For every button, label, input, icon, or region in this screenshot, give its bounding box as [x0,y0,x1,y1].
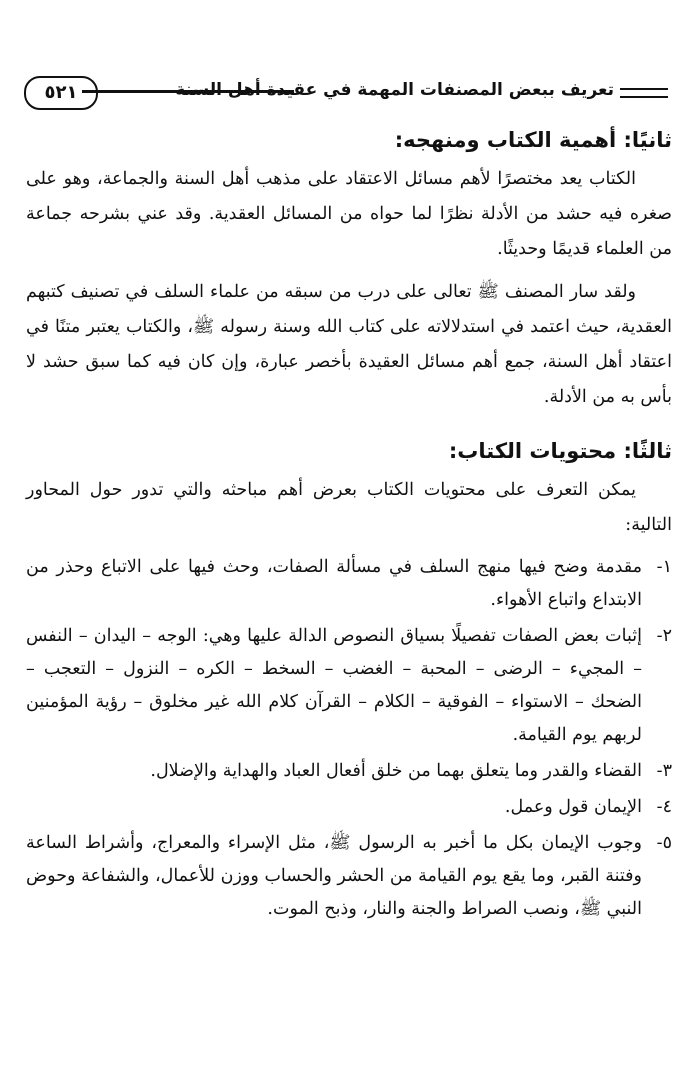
list-item-number: ٤- [656,797,672,817]
list-item [26,620,672,752]
list-item [26,827,672,926]
running-header-title: تعريف ببعض المصنفات المهمة في عقيدة أهل السنة [175,80,614,100]
list-item-number: ٣- [656,761,672,781]
paragraph-author-method: ولقد سار المصنف ﷺ تعالى على درب من سبقه من علماء السلف في تصنيف كتبهم العقدية، حيث اعتمد في استدلالاته على كتاب الله وسنة رسوله ﷺ، والكتاب يعتبر متنًا في اعتقاد أهل السنة، جمع أهم مسائل العقيدة بأخصر عبارة، وإن كان فيه كما سبق حشد لا بأس به من الأدلة. [26,282,672,407]
paragraph-contents-intro: يمكن التعرف على محتويات الكتاب بعرض أهم مباحثه والتي تدور حول المحاور التالية: [26,480,672,535]
list-item-number: ٢- [656,626,672,646]
list-item-number: ١- [656,557,672,577]
list-item-text: إثبات بعض الصفات تفصيلًا بسياق النصوص الدالة عليها وهي: الوجه – اليدان – النفس – المجيء – الرضى – المحبة – الغضب – السخط – الكره – النزول – التعجب – الضحك – الاستواء – الفوقية – الكلام – القرآن كلام الله غير مخلوق – رؤية المؤمنين لربهم يوم القيامة. [26,626,642,745]
running-header [24,76,674,116]
page-body [26,118,672,929]
header-dash-ornament [620,88,668,98]
paragraph-book-summary: الكتاب يعد مختصرًا لأهم مسائل الاعتقاد على مذهب أهل السنة والجماعة، وهو على صغره فيه حشد من الأدلة نظرًا لما حواه من المسائل العقدية. وقد عني بشرحه جماعة من العلماء قديمًا وحديثًا. [26,169,672,259]
header-rule [82,90,294,93]
list-item-number: ٥- [656,833,672,853]
page-number: ٥٢١ [24,76,98,110]
list-item-text: القضاء والقدر وما يتعلق بهما من خلق أفعال العباد والهداية والإضلال. [150,761,642,781]
list-item-text: الإيمان قول وعمل. [504,797,642,817]
list-item [26,551,672,617]
list-item [26,791,672,824]
list-item [26,755,672,788]
list-item-text: وجوب الإيمان بكل ما أخبر به الرسول ﷺ، مثل الإسراء والمعراج، وأشراط الساعة وفتنة القبر، وما يقع يوم القيامة من الحشر والحساب ووزن للأعمال، والشفاعة وحوض النبي ﷺ، ونصب الصراط والجنة والنار، وذبح الموت. [26,833,642,919]
list-item-text: مقدمة وضح فيها منهج السلف في مسألة الصفات، وحث فيها على الاتباع وحذر من الابتداع واتباع الأهواء. [26,557,642,610]
section-heading-importance: ثانيًا: أهمية الكتاب ومنهجه: [394,128,672,152]
contents-list [26,551,672,926]
section-heading-contents: ثالثًا: محتويات الكتاب: [448,439,672,463]
